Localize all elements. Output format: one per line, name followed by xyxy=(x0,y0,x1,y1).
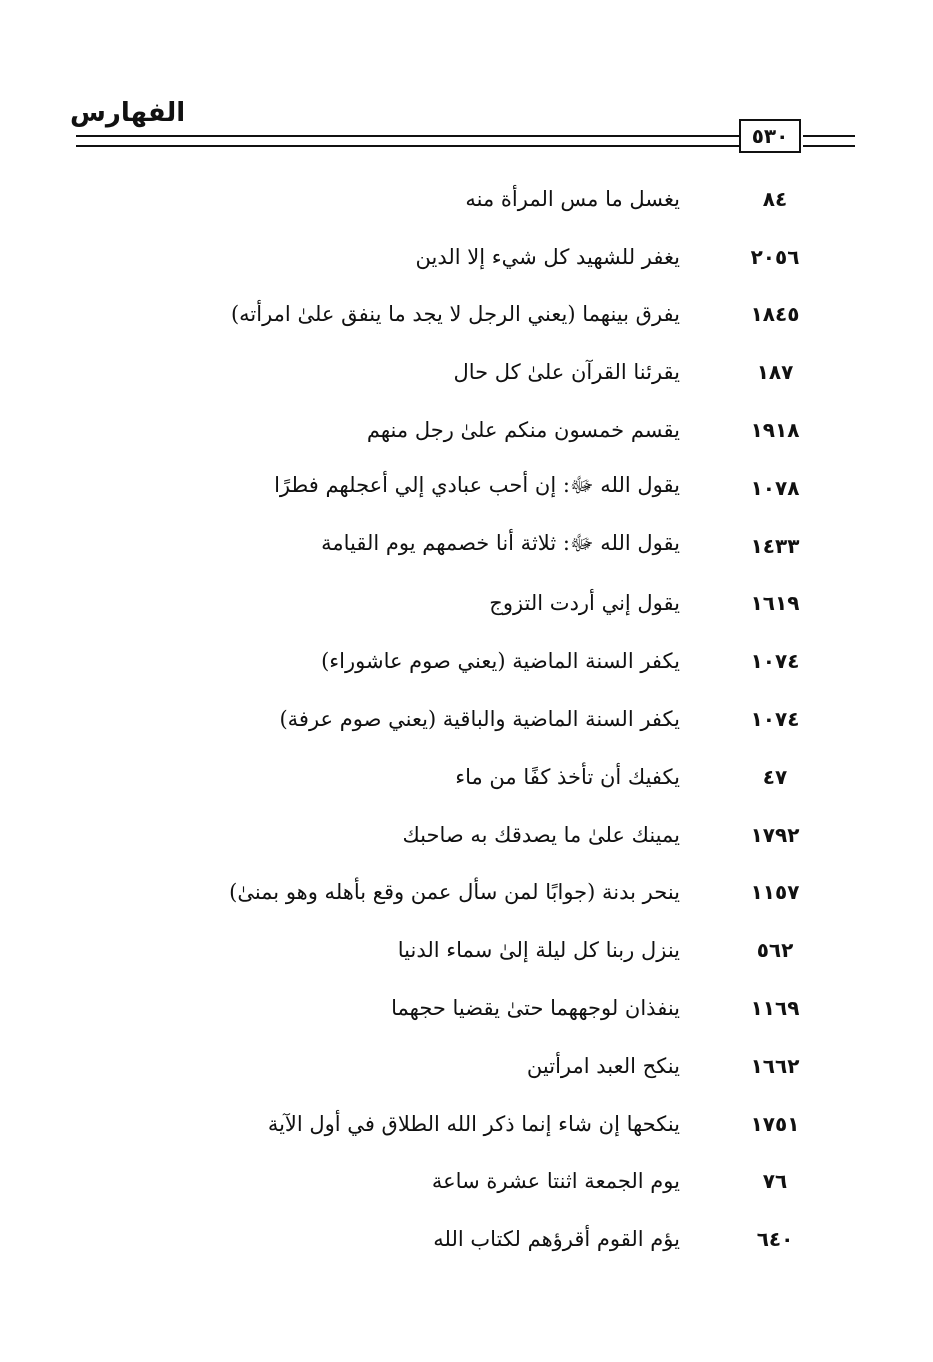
header-rule-top xyxy=(76,135,739,137)
entry-text: يكفر السنة الماضية (يعني صوم عاشوراء) xyxy=(321,649,680,674)
entry-number: ٤٧ xyxy=(762,764,788,789)
entry-text: يكفر السنة الماضية والباقية (يعني صوم عرفة) xyxy=(279,707,680,732)
entry-text: يقول الله ﷻ: إن أحب عبادي إلي أعجلهم فطرًا xyxy=(274,473,680,498)
index-entry xyxy=(150,575,830,633)
entry-text: يغفر للشهيد كل شيء إلا الدين xyxy=(415,244,680,269)
index-entry xyxy=(150,517,830,575)
entry-text: ينكح العبد امرأتين xyxy=(526,1053,680,1078)
entry-number: ١٠٧٤ xyxy=(750,707,800,732)
entry-number: ٢٠٥٦ xyxy=(750,244,800,269)
index-list xyxy=(150,170,830,1268)
entry-number: ١٨٧ xyxy=(756,360,794,385)
entry-number: ١٨٤٥ xyxy=(750,302,800,327)
entry-number: ٧٦ xyxy=(762,1169,788,1194)
index-entry xyxy=(150,864,830,922)
index-entry xyxy=(150,690,830,748)
entry-number: ١١٥٧ xyxy=(750,880,800,905)
entry-number: ١١٦٩ xyxy=(750,996,800,1021)
entry-number: ١٤٣٣ xyxy=(750,533,800,558)
entry-text: ينزل ربنا كل ليلة إلىٰ سماء الدنيا xyxy=(397,938,680,963)
entry-text: يغسل ما مس المرأة منه xyxy=(465,186,680,211)
page-header xyxy=(0,0,933,170)
header-rule-right-top xyxy=(803,135,855,137)
entry-number: ٦٤٠ xyxy=(756,1227,794,1252)
header-rule-bottom xyxy=(76,145,739,147)
entry-number: ١٧٥١ xyxy=(750,1111,800,1136)
entry-number: ١٠٧٤ xyxy=(750,649,800,674)
entry-number: ١٠٧٨ xyxy=(750,475,800,500)
index-entry xyxy=(150,459,830,517)
entry-text: يقرئنا القرآن علىٰ كل حال xyxy=(453,360,680,385)
entry-text: ينفذان لوجههما حتىٰ يقضيا حجهما xyxy=(391,996,680,1021)
index-entry xyxy=(150,170,830,228)
index-entry xyxy=(150,1210,830,1268)
index-entry xyxy=(150,921,830,979)
entry-number: ١٩١٨ xyxy=(750,418,800,443)
entry-text: يكفيك أن تأخذ كفًا من ماء xyxy=(455,764,680,789)
running-title: الفهارس xyxy=(70,98,186,128)
index-entry xyxy=(150,1153,830,1211)
entry-text: يقول الله ﷻ: ثلاثة أنا خصمهم يوم القيامة xyxy=(321,531,680,556)
entry-number: ١٦٦٢ xyxy=(750,1053,800,1078)
entry-text: ينكحها إن شاء إنما ذكر الله الطلاق في أول الآية xyxy=(267,1111,680,1136)
index-entry xyxy=(150,632,830,690)
entry-text: ينحر بدنة (جوابًا لمن سأل عمن وقع بأهله وهو بمنىٰ) xyxy=(229,880,680,905)
index-entry xyxy=(150,286,830,344)
index-entry xyxy=(150,228,830,286)
index-entry xyxy=(150,343,830,401)
header-rule-right-bottom xyxy=(803,145,855,147)
entry-text: يفرق بينهما (يعني الرجل لا يجد ما ينفق علىٰ امرأته) xyxy=(230,302,680,327)
entry-number: ١٧٩٢ xyxy=(750,822,800,847)
index-entry xyxy=(150,748,830,806)
entry-text: يقول إني أردت التزوج xyxy=(489,591,680,616)
index-entry xyxy=(150,1037,830,1095)
entry-text: يقسم خمسون منكم علىٰ رجل منهم xyxy=(366,418,680,443)
entry-text: يوم الجمعة اثنتا عشرة ساعة xyxy=(431,1169,680,1194)
index-entry xyxy=(150,979,830,1037)
index-entry xyxy=(150,1095,830,1153)
entry-number: ٥٦٢ xyxy=(756,938,794,963)
index-entry xyxy=(150,401,830,459)
index-entry xyxy=(150,806,830,864)
entry-text: يمينك علىٰ ما يصدقك به صاحبك xyxy=(402,822,680,847)
entry-text: يؤم القوم أقرؤهم لكتاب الله xyxy=(433,1227,680,1252)
entry-number: ٨٤ xyxy=(762,186,788,211)
entry-number: ١٦١٩ xyxy=(750,591,800,616)
page-number: ٥٣٠ xyxy=(739,119,801,153)
